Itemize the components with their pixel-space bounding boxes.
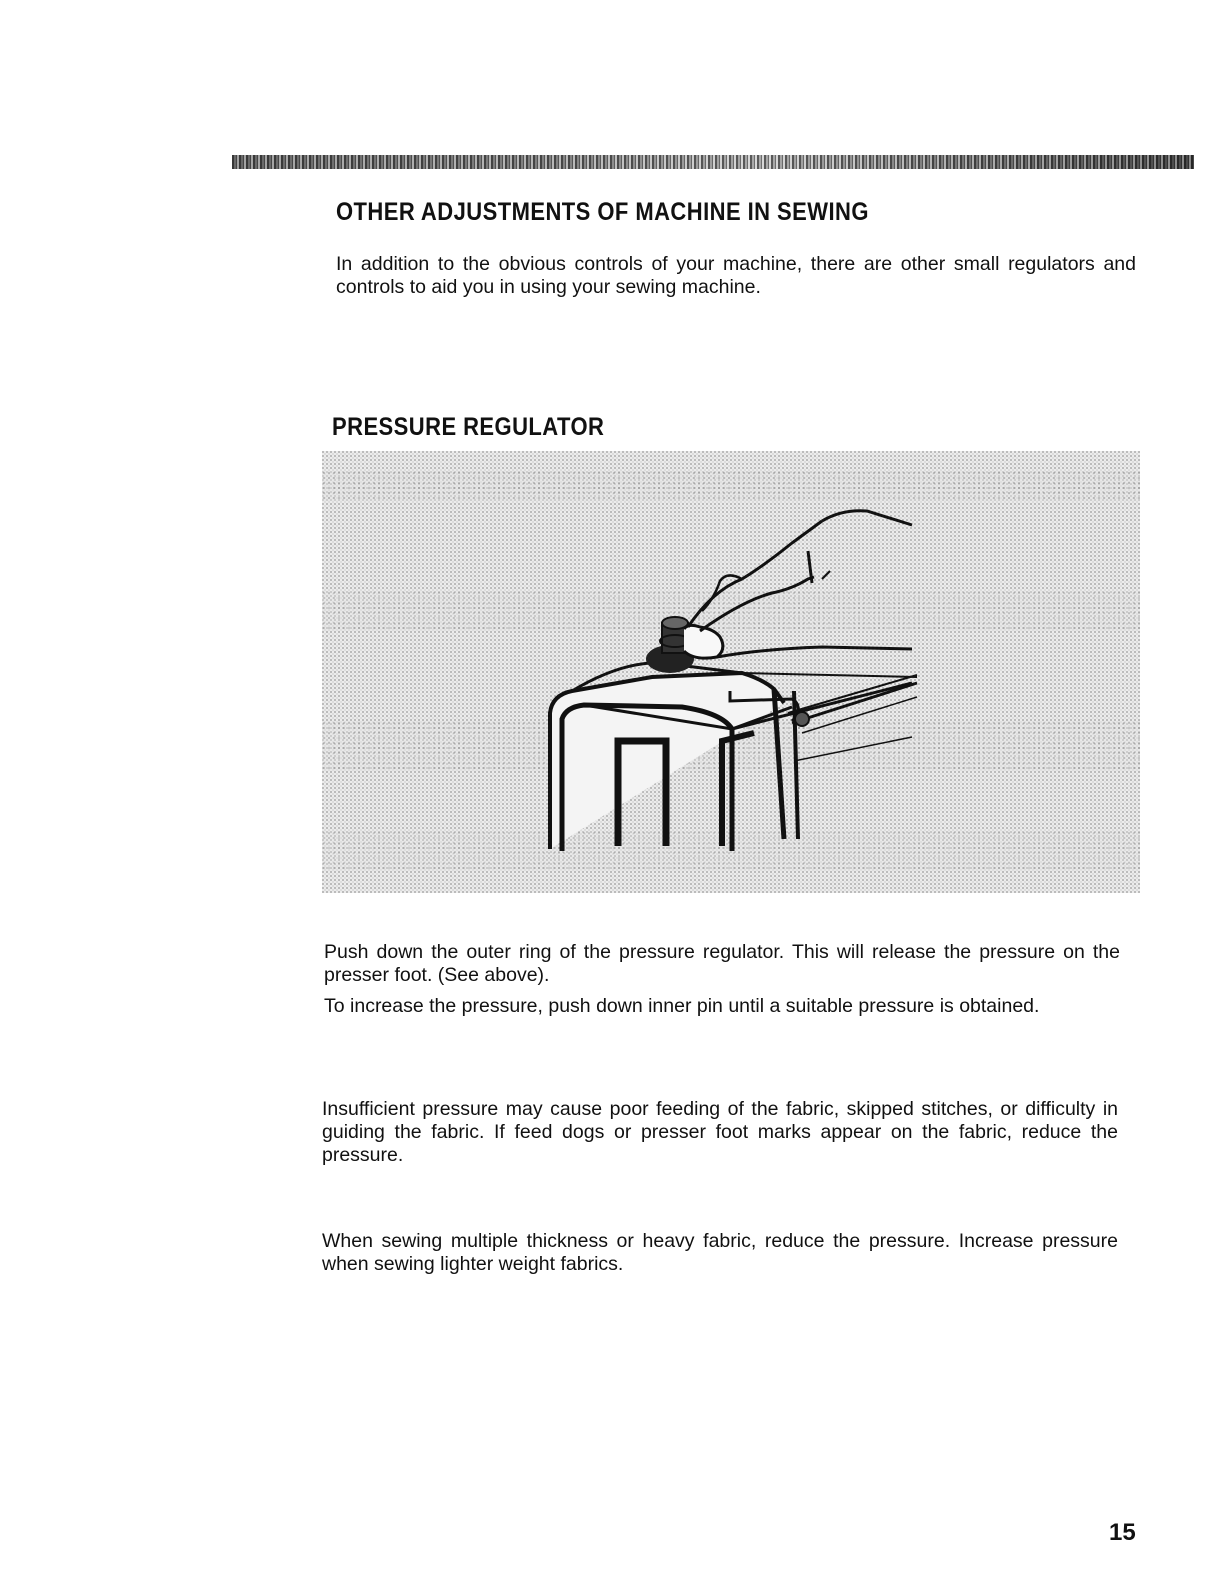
intro-paragraph: In addition to the obvious controls of your machine, there are other small regulators and controls to aid you in using your sewing machine. — [336, 253, 1136, 298]
page-heading: OTHER ADJUSTMENTS OF MACHINE IN SEWING — [336, 198, 869, 226]
instruction-paragraph-3: Insufficient pressure may cause poor feeding of the fabric, skipped stitches, or difficulty in guiding the fabric. If feed dogs or presser foot marks appear on the fabric, reduce the pressure. — [322, 1098, 1118, 1166]
pressure-regulator-figure — [322, 451, 1140, 893]
section-title: PRESSURE REGULATOR — [332, 413, 605, 441]
instruction-paragraph-1: Push down the outer ring of the pressure regulator. This will release the pressure on the presser foot. (See above). — [324, 941, 1120, 986]
instruction-paragraph-4: When sewing multiple thickness or heavy fabric, reduce the pressure. Increase pressure when sewing lighter weight fabrics. — [322, 1230, 1118, 1275]
instruction-paragraph-2: To increase the pressure, push down inner pin until a suitable pressure is obtained. — [324, 995, 1040, 1017]
hand-pressing-regulator-icon — [322, 451, 1140, 893]
header-rule — [232, 155, 1194, 169]
page-number: 15 — [1109, 1519, 1136, 1546]
